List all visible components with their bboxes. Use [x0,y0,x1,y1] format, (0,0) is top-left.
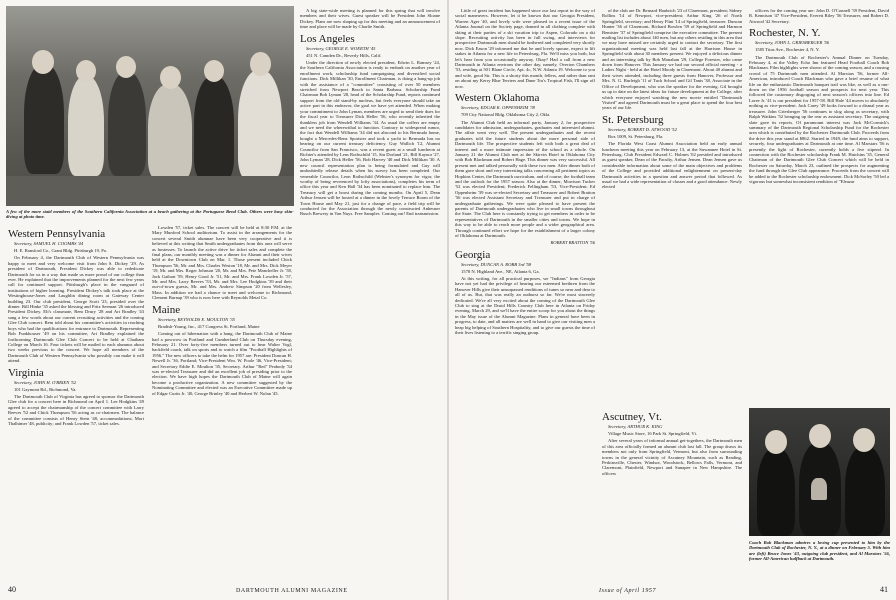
secretary-line: Secretary, JOHN L. GRIESBERGER '56 [755,40,830,46]
article-text: Little of great incident has happened since our last report in the way of social maneuvers. However, let it be known that our Georgia President, Warren Ager '40, and lovely wife were pleased in a recent issue of the Atlanta Journal on the Society page, donned in all clothing complete with skiing at their parties of a ski vacation trip to Aspen, Colorado on a ski slope. Recruiting activity has been in full swing, and interviews for prospective Dartmouth men should be furthered and completed very shortly now. Dick Eason '29 informed me that he and lovely spouse, expect to lift stakes in Atlanta for a new life in Petersburg, Fla. We'll miss you both, but let's hear from you occasionally anyway. Okay? Had a call from a new Dartmouth in Atlanta environs the other day, namely, Overton Chambers '53, residing at 501 Blane Circle, Apt. 4c, N.W. Atlanta 19. Welcome to you and wife, good Sir. This is a shorty this month, fellers, and rather than rant on about my Kerry Blue Terriers and Dune Tru's Tropical Fish, I'll sign off now. [455,8,595,89]
left-column-1 [8,225,144,585]
secretary-line: Secretary, ROBERT D. ATWOOD '52 [608,126,677,132]
address-line: 1585 Titus Ave., Rochester 4, N. Y. [755,47,820,53]
beach-gathering-photo [6,6,294,206]
article-text: After several years of informal annual get-togethers, the Dartmouth men of this area officially formed an alumni club last fall. The group draws its members not only from Springfield, Vermont, but also from surrounding towns in the general vicinity of Ascutney Mountain, such as Reading, Perkinsville, Chester, Windsor, Woodstock, Bellows Falls, Vermont, and Claremont, Plainfield, Newport and Sunapee in New Hampshire. The officers [602,438,742,476]
rochester-dinner-photo [749,408,890,536]
secretary-line: Secretary, REYNOLDS E. MOULTON '35 [158,316,235,322]
secretary-line: Secretary, DUNCAN A. ROBB 3rd '58 [461,261,532,267]
right-column-1 [455,8,595,583]
section-title-georgia: Georgia [455,248,491,261]
magazine-footer: DARTMOUTH ALUMNI MAGAZINE [236,588,348,594]
right-column-2 [602,8,742,403]
section-title-ascutney: Ascutney, Vt. [602,411,662,423]
rochester-photo-caption: Coach Bob Blackman admires a loving cup presented to him by the Dartmouth Club of Rochester, N. Y., at a dinner on February 5. With him are (left) Bruce Jones '43, outgoing club president, and Al Marstars '56, former All-American halfback at Dartmouth. [749,540,890,561]
secretary-line: Secretary, GEORGE E. WOERTH '45 [306,45,376,51]
issue-label: Issue of April 1957 [599,588,657,594]
article-text: Coming out of hibernation with a bang, the Dartmouth Club of Maine had a powwow in Portland and Cumberland Club on Thursday evening, February 21. Over forty-five members turned out to hear Walter Vogl, backfield coach, talk on sports and to watch a film "Football Highlights of 1956." The new officers to take the helm for 1957 are: President Duncan H. Newell Jr. '36, Portland; Vice-President Wm. W. Poole '46, Vice-President; and Secretary Eddie E. Moulton '35, Secretary. Arthur "Red" Peabody '34 was re-elected Treasurer and did an excellent job of presiding prior to the election. We have high hopes the Dartmouth Club of Maine will again become a productive organization. A new committee suggested by the Nominating Committee and elected was an Executive Committee made up of Edgar Curtis Jr. '40, George Brinley '40 and Herbert W. Nolan '45. [152,331,292,396]
article-signature: ROBERT BRATTON '56 [550,240,595,246]
secretary-line: Secretary, ARTHUR K. KING [608,424,663,429]
section-title-los-angeles: Los Angeles [300,32,355,45]
ascutney-section [602,408,742,583]
section-title-st-petersburg: St. Petersburg [602,113,664,126]
left-column-2 [152,225,292,585]
article-text: The Dartmouth Club of Rochester's Annual Dinner on Tuesday, February 4, at the Valley Echo Inn featured Head Football Coach Bob Blackman. Film highlights were shown of the coming season, and a rousing crowd of 75 Dartmouth men attended. Al Marstars '56, former All-American, introduced Coach Blackman who gave a brief resume of what life on the enthusiastic Dartmouth banquet trail was like, as well as a run-down on the 1956 football season and prospects for next year. This followed the customary disgorging of next season's officers into line. Ed Loree Jr. '41 is our president for 1957-58. Bill Hale '44 moves to absolutely nothing as vice-president. Jack Carey '49 looks forward to a dismal year as treasurer. John Griesberger '56 continues to slog along as secretary, with Ralph Watkins '52 bringing up the rear as assistant secretary. The outgoing slate gave its reports. Of paramount interest was Jack McCormick's summary of the Dartmouth Regional Scholarship Fund for the Rochester area which is contributed by the Rochester Dartmouth Club. Proceeds from the drive this year stand at $862. Started in 1949, the fund aims to support, securely, four undergraduates at Dartmouth at one time. Al Marstars '56 is presently the light of Rochester, currently holds a five stipend. In connection with the Rochester scholarship Frank M. Hutchins '35, General Chairman of the Dartmouth Glee Club Concert which will be held in Rochester on Saturday, March 23, outlined the prospects for augmenting the fund through the Glee Club appearance. Proceeds from the concert will be added to the Rochester scholarship endowment. Dick McSorley '50 led a vigorous but somewhat inconsistent rendition of "Eleazar [749,54,889,184]
article-text: The Alumni Club held an informal party, January 2, for prospective candidates for admission, undergraduates, graduates and interested alumni. The affair went very well. The present undergraduates and the recent graduates told the future students about the more personal side of Dartmouth life. The prospective students left with both a great deal of interest and a more intimate impression of the school as a whole. On January 21 the Alumni Club met at the Skirvin Hotel in Oklahoma City with Bob Blackman and Robert Hage. This dinner was very successful. All present met and talked personally with these two men. After dinner both of them gave short and very interesting talks concerning all pertinent topics as Hopkins Center, the Dartmouth curriculum, and of course, the football team and the outlook for the 1957 season. Also at the dinner, Morrison Tucker '52 was elected President; Frederick Fellingham '53, Vice-President; Ed Oppenheim '39 was re-elected Secretary and Treasurer and Robert Bratton '56 was elected Assistant Secretary and Treasurer and put in charge of undergraduate gatherings. We were quite pleased to have present the parents of Dartmouth undergraduates who live in small towns throughout the State. The Club here is constantly trying to get members in order to be representatives of Dartmouth in the smaller cities and towns. We hope in this way to be able to reach more people and a wider geographical area. Through continued effort we hope for the establishment of a larger colony of Oklahoma at Dartmouth. [455,119,595,239]
section-title-western-oklahoma: Western Oklahoma [455,92,540,105]
secretary-line: Secretary, JOHN H. O'BRIEN '52 [14,379,77,385]
article-text: Lowden '57, ticket sales. The concert will be held at 8:30 P.M. at the Mary Munford School auditorium. To assist in the arrangements for the concert several Smith alumnae have been very cooperative and it is believed at this writing that Smith undergraduates from this area will serve as hostesses. To launch the active drive for ticket sales and complete the final plans, our monthly meeting was a dinner for Alumni and their wives held at the Downtown Club on Mar. 1. Those present included Chick Thompson '56, Mr. and Mrs. Charles Weston '18, Mr. and Mrs. Dick Meyer '19, Mr. and Mrs. Roger Johnson '20, Mr. and Mrs. Pete Mancheller Jr. '58, Jack Gathart '59, Henry Good Jr. '51, Mr. and Mrs. Frank Lowden Jr. '57, Mr. and Mrs. Larry Reeves '53, Mr. and Mrs. Lee Hodgkins '39 and their out-of-town guests, Mr. and Mrs. Andrew Simpson '20 from Wellesley, Mass. In addition we had a chance to meet and welcome to Richmond, Clement Burnap '39 who is now here with Reynolds Metal Co. [152,225,292,301]
section-title-maine: Maine [152,303,181,316]
address-line: 1578 N. Highland Ave., NE, Atlanta 6, Ga. [461,268,540,274]
address-line: Village Music Store, 16 Park St. Springfield, Vt. [608,431,698,437]
section-title-rochester: Rochester, N. Y. [749,27,821,40]
article-text: Under the direction of newly elected president, Edwin L. Ramsey '24, the Southern California Association is ready to embark on another year of enrollment work, scholarship fund campaigning and diversified social functions. Dick Millikan '30, Enrollment Chairman, is doing a bang-up job with the assistance of a "committee" consisting of over 50 members stretched from Newport Beach to Santa Barbara. Scholarship Fund Chairman Bob Lyman '28, head of the Scholarship Fund, reports continued support from the old stand-by nucleus, but feels everyone should take an active part in this endeavor, the goal we have yet attended. When making your commitment to John Lyman, members are urged to send their dues for the fiscal year to Treasurer Dick Heller '56, who recently inherited the thankless job from Wendell Williams '34. As usual the coffers are empty and we need the wherewithal to function. Contrary to widespread rumor, the fact that Wendell Williams '34 did not abscond to his Bermuda home, bought a Mercedes-Benz Sportster and took a yacht to Bermuda has no bearing on our current treasury deficiency. Guy Wallich '12, Alumni Councilor from San Francisco, was a recent guest at a small luncheon at Richter's attended by Lens Rothschild '15, Stu Dorland '21, Bill Kaynor '27, John Lyman '28, Dick Heller '56, Bob Harvey '40 and Dick Millikan '30. A new council representation plan is being formulated and Guy will undoubtedly release details when his survey has been completed. Our venerable Councilor, Leon Rothschild (Webster's synonym for vigor, the worthy of being reverenced by lofty associations), completes his term of office this year and Ken Hall '34 has been nominated to replace him. The Treasury will get a boost during the coming months. On April 5, Dean Arthur Jensen will be hosted at a dinner in the lovely Terrace Room of the Town House and May 21, just for a change of pace, a field trip will be conducted for the Association through the newly constructed Anheuser Busch Brewery in Van Nuys. Free Samples. Coming out! End transmission. [300,60,440,217]
page-number-left: 40 [8,585,16,594]
article-text: of the club are Dr. Bernard Haubrich '23 of Claremont, president; Sidney Rollins '14 of Newport, vice-president; Arthur King '26 of North Springfield, secretary; and Henry Flint '14 of Springfield, treasurer. Duncan Hunter '36 of Claremont, Richard Bowlen '39 of Springfield and Harmon Bemister '37 of Springfield comprise the executive committee. The present mailing list includes about 140 men, but any others residing in this area that we may have missed are certainly urged to contact the secretary. The first organizational meeting was held last fall at the Harrison House in Springfield with about 30 members present. We enjoyed a delicious dinner and an interesting talk by Bob Monahan '29, College Forester, who came down from Hanover. This January we had our second official meeting - a Ladies Night - held at the Hotel Moody in Claremont. About 40 alumni and their wives attended, including three guests from Hanover, Professor and Mrs. N. G. Burleigh '11 of Tuck School and Gil Tanis '38, Associate in the Office of Development, who was the speaker for the evening. Gil brought us up to date on the latest ideas for future development at the College, after which everyone enjoyed watching the new movie entitled "Dartmouth Visited" and agreed Dartmouth must be a great place to spend the four best years of our life. [602,8,742,111]
article-text: The Florida West Coast Alumni Association held an early annual luncheon meeting this year on February 13, at the Suwannee Hotel in St. Petersburg. Club President Edward C. Holmes '02 presided and introduced as guest speaker, Dean of the Faculty, Arthur Jensen. Dean Jensen gave us considerable information about some of the main objectives and problems of the College and provided additional enlightenment on present-day Dartmouth activities in a question and answer period that followed. As usual we had a wide representation of classes and a good attendance. Newly elected [602,141,742,190]
article-text: On February 4, the Dartmouth Club of Western Pennsylvania was happy to meet and very welcome visit from John S. Dickey '29. As president of Dartmouth, President Dickey was able to rededicate Dartmouth for us in a way that made us more proud of our college than ever. He explained that the improvements planned for the next few years call for continued support. Pittsburgh's place in the vanguard of institutions of higher learning. President Dickey's talk took place at the Westinghouse-Jones and Laughlin dining room at Gateway Center building 23. Our club president, George Scott '23, presided over the dinner. Bill Hinke '35 asked the blessing and Fritz Seeman '26 introduced President Dickey. Eli's classmate, Rem Drury '28 and Art Bradley '43 sang a few words about our current recruiting activities and the coming Glee Club concert. Rem told about his committee's activities in reaching boys who had the qualifications for entrance to Dartmouth. Representing Bob Funkhouser '49 on his committee, Art Bradley explained the forthcoming Dartmouth Glee Club Concert to be held at Chatham College on March 16. Four tickets will be mailed to each alumnus about two weeks previous to the concert. We hope all members of the Dartmouth Club of Western Pennsylvania who possibly can make it will attend. [8,255,144,364]
address-line: Box 1009, St. Petersburg, Fla. [608,133,664,139]
article-text: officers for the coming year are: John D. O'Connell '39 President, David R. Kennison '47 Vice-President, Everett Riley '56 Treasurer, and Robert D. Atwood '42 Secretary. [749,8,889,24]
beach-photo-caption: A few of the more staid members of the Southern California Association at a beach gathering at the Portuguese Bend Club. Others were busy skin-diving at photo time. [6,209,294,220]
right-column-3 [749,8,889,403]
article-text: A big state-wide meeting is planned for this spring that will involve members and their wives. Guest speaker will be President John Sloane Dickey. Plans are now shaping up for this meeting and an announcement of time and place will be made by Charlie Smith. [300,8,440,30]
address-line: H. E. Ransford Co., Grant Bldg. Pittsburgh 19, Pa. [14,248,107,254]
left-column-3 [300,8,440,583]
article-text: At this writing, for all practical purposes, we "Indians" from Georgia have not yet had the privilege of hearing our esteemed brethren from the Hanover Hills give their unsurpassed renditions of tunes so near and dear to all of us. But, that was really an outburst so far. We're most sincerely dedicated. We're all very excited about the coming of the Dartmouth Glee Club to sing at the Druid Hills Country Club here in Atlanta on Friday evening, March 29, and we'll have the entire scoop for you about the things in the May issue of the Alumni Magazine. Plans in general have been in progress, to date, and all matters are well in hand to give our visiting men a heap big helping of Southern Hospitality, and to give our guests the time of their lives listening to a terrific singing group. [455,276,595,336]
page-number-right: 41 [880,585,888,594]
address-line: 451 N. Camden Dr., Beverly Hills, Calif. [306,52,382,58]
secretary-line: Secretary, EDGAR K. OPPENHEIM '39 [461,105,536,111]
section-title-virginia: Virginia [8,366,44,379]
article-text: The Dartmouth Club of Virginia has agreed to sponsor the Dartmouth Glee club for a concert here in Richmond on April 1. Lee Hodgkins '49 agreed to accept the chairmanship of the concert committee with Larry Reeves '52 and Chick Thompson '56 acting as co-chairmen. The balance of the committee consists of Henry Stern '48, accommodations; Mort Thalhimer '48, publicity; and Frank Lowden '57, ticket sales. [8,393,144,426]
left-page [0,0,447,600]
address-line: Bradish-Young, Inc., 417 Congress St. Portland, Maine [158,323,260,329]
address-line: 709 City National Bldg. Oklahoma City 2, Okla. [461,112,551,118]
secretary-line: Secretary, SAMUEL H. COOMBS '44 [14,241,84,246]
section-title-western-pennsylvania: Western Pennsylvania [8,228,106,240]
right-page [449,0,896,600]
address-line: 101 Gaymont Rd., Richmond, Va. [14,386,77,392]
